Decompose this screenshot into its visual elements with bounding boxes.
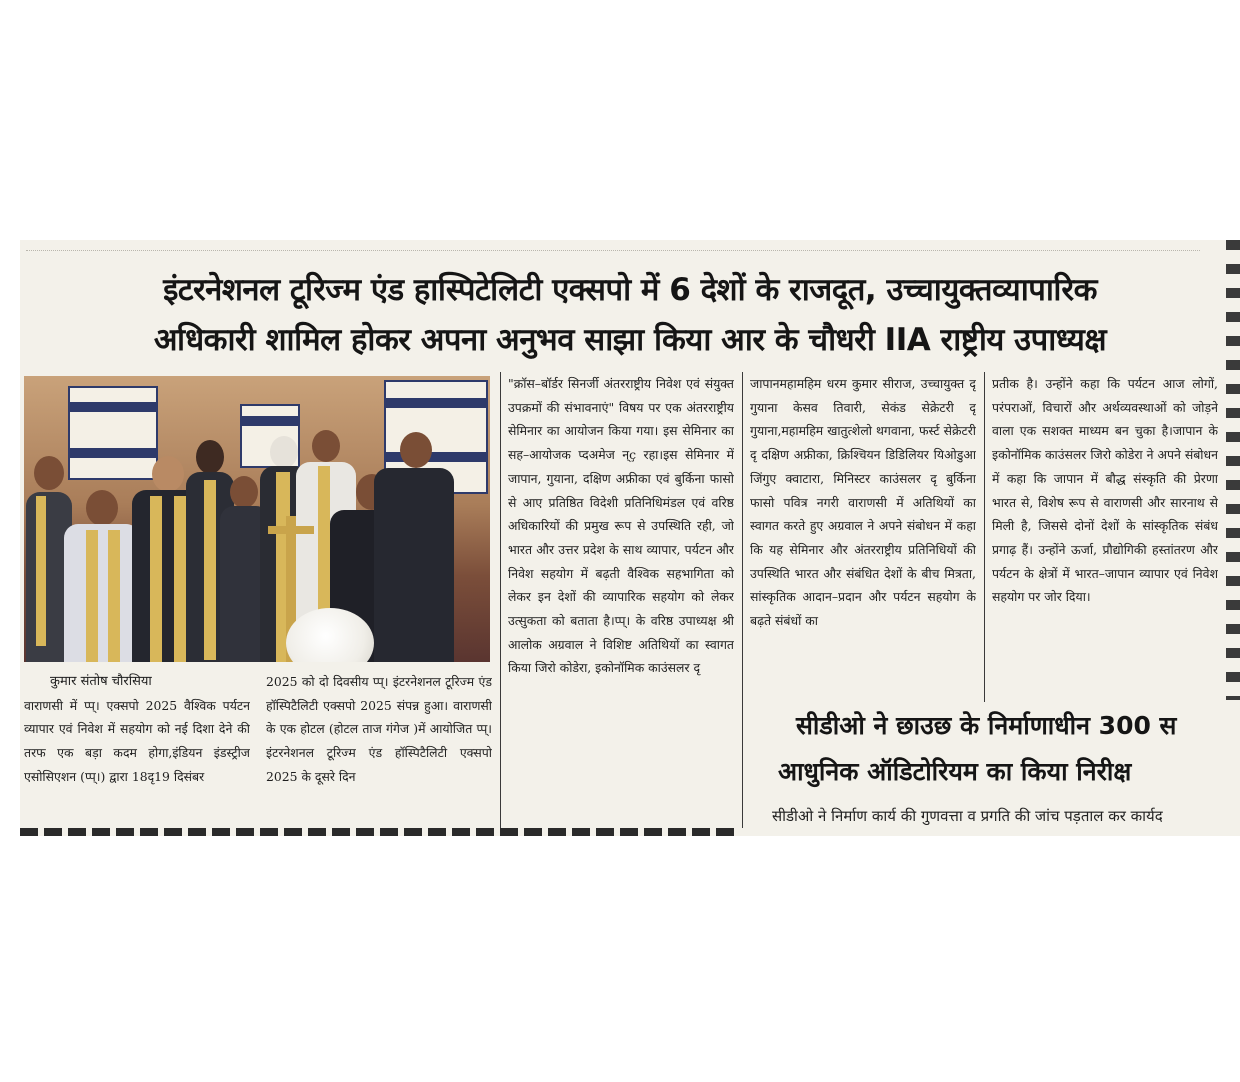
news-photo [24,376,490,662]
next-headline-fragment [20,828,740,836]
headline-line-1: इंटरनेशनल टूरिज्म एंड हास्पिटेलिटी एक्सपो में 6 देशों के राजदूत, उच्चायुक्तव्यापारिक [163,272,1097,308]
article-column-4 [750,372,976,704]
article-text: प्रतीक है। उन्होंने कहा कि पर्यटन आज लोगों, परंपराओं, विचारों और अर्थव्यवस्थाओं को जोड़ने वाला एक सशक्त माध्यम बन चुका है।जापान के इकोनॉमिक काउंसलर जिरो कोडेरा ने अपने संबोधन में कहा कि जापान में बौद्ध संस्कृति की प्रेरणा भारत से, विशेष रूप से वाराणसी और सारनाथ से मिली है, जिससे दोनों देशों के सांस्कृतिक संबंध प्रगाढ़ हैं। उन्होंने ऊर्जा, प्रौद्योगिकी हस्तांतरण और पर्यटन के क्षेत्रों में भारत–जापान व्यापार एवं निवेश सहयोग पर जोर दिया। [992,376,1218,605]
article-column-2 [266,670,492,830]
article-text: जापानमहामहिम धरम कुमार सीराज, उच्चायुक्त दृ गुयाना केसव तिवारी, सेकंड सेक्रेटरी दृ गुयाना,महामहिम खातुत्शेलो थगवाना, फर्स्ट सेक्रेटरी दृ दक्षिण अफ्रीका, क्रिश्चियन डिडिलियर यिओडुआ जिंगुए क्वाटारा, मिनिस्टर काउंसलर दृ बुर्किना फासो पवित्र नगरी वाराणसी में अतिथियों का स्वागत करते हुए अग्रवाल ने अपने संबोधन में कहा कि यह सेमिनार और अंतरराष्ट्रीय प्रतिनिधियों की उपस्थिति भारत और संबंधित देशों के बीच मित्रता, सांस्कृतिक आदान–प्रदान और पर्यटन सहयोग के बढ़ते संबंधों का [750,376,976,629]
headline-line-2: अधिकारी शामिल होकर अपना अनुभव साझा किया आर के चौधरी IIA राष्ट्रीय उपाध्यक्ष [153,322,1107,358]
column-rule [984,372,985,702]
page-header-rule [26,240,1200,251]
article-column-3 [508,372,734,832]
second-story-headline-2: आधुनिक ऑडिटोरियम का किया निरीक्ष [778,757,1132,786]
article-text: वाराणसी में प्प्। एक्सपो 2025 वैश्विक पर्यटन व्यापार एवं निवेश में सहयोग को नई दिशा देने की तरफ एक बड़ा कदम होगा,इंडियन इंडस्ट्रीज एसोसिएशन (प्प्।) द्वारा 18दृ19 दिसंबर [24,697,250,784]
article-byline: कुमार संतोष चौरसिया [50,674,152,689]
attendee [64,490,140,662]
lamp-tray [268,526,314,534]
adjacent-column-fragment [1226,240,1240,700]
newspaper-clipping [20,240,1240,836]
attendee [374,432,454,662]
article-column-5 [992,372,1218,704]
column-rule [742,372,743,828]
article-column-1 [24,670,250,830]
article-text: "क्रॉस–बॉर्डर सिनर्जी अंतरराष्ट्रीय निवेश एवं संयुक्त उपक्रमों की संभावनाएं" विषय पर एक अंतरराष्ट्रीय सेमिनार का आयोजन किया गया। इस सेमिनार का सह–आयोजक प्दअमेज न्ç रहा।इस सेमिनार में जापान, गुयाना, दक्षिण अफ्रीका एवं बुर्किना फासो से आए प्रतिष्ठित विदेशी प्रतिनिधिमंडल एवं वरिष्ठ अधिकारियों की प्रमुख रूप से उपस्थिति रही, जो भारत और उत्तर प्रदेश के साथ व्यापार, पर्यटन और निवेश सहयोग में बढ़ती वैश्विक सहभागिता को लेकर इन देशों की व्यापारिक सहयोग को लेकर उत्सुकता को बताता है।प्प्। के वरिष्ठ उपाध्यक्ष श्री आलोक अग्रवाल ने विशिष्ट अतिथियों का स्वागत किया जिरो कोडेरा, इकोनॉमिक काउंसलर दृ [508,376,734,676]
article-text: 2025 को दो दिवसीय प्प्। इंटरनेशनल टूरिज्म एंड हॉस्पिटैलिटी एक्सपो 2025 संपन्न हुआ। वाराणसी के एक होटल (होटल ताज गंगेज )में आयोजित प्प्। इंटरनेशनल टूरिज्म एंड हॉस्पिटैलिटी एक्सपो 2025 के दूसरे दिन [266,674,492,784]
second-story-subhead: सीडीओ ने निर्माण कार्य की गुणवत्ता व प्रगति की जांच पड़ताल कर कार्यद [772,807,1163,825]
column-rule [500,372,501,828]
second-story-headline-1: सीडीओ ने छाउछ के निर्माणाधीन 300 स [796,711,1177,740]
